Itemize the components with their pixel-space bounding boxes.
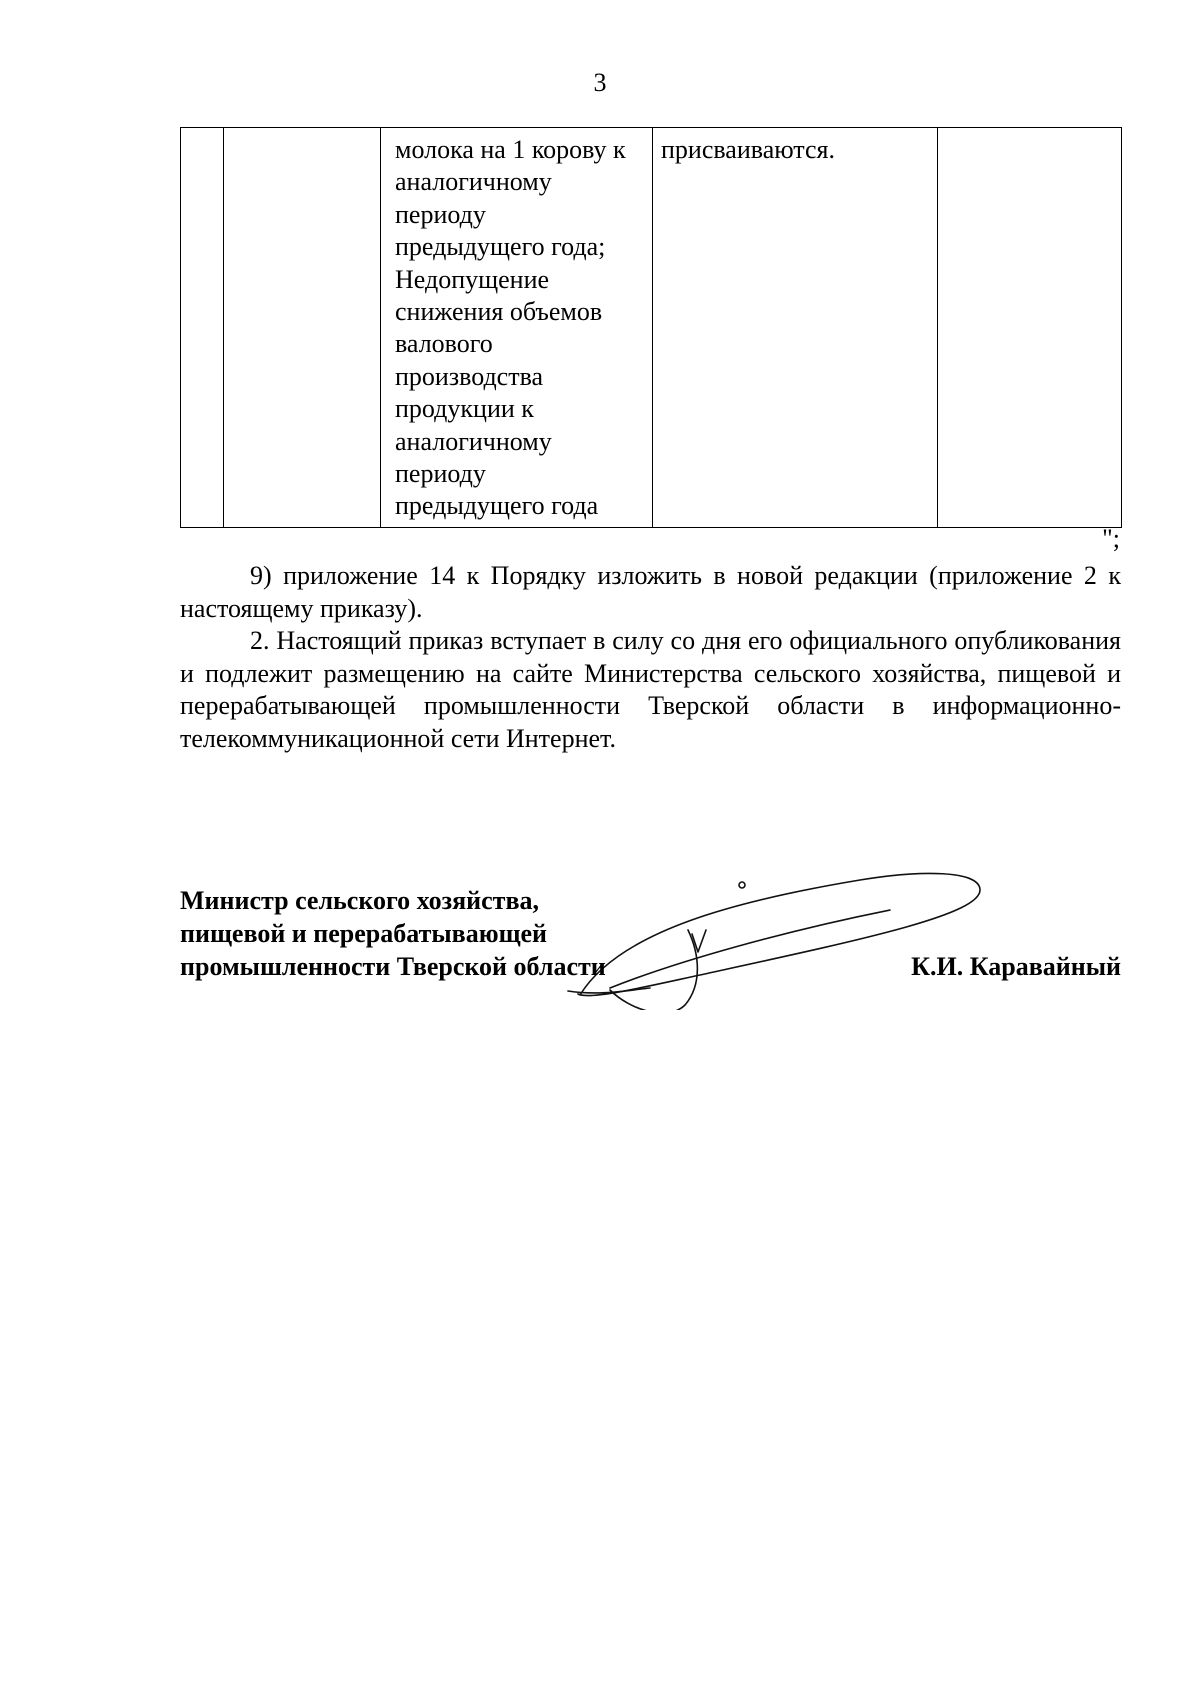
- signatory-title-line: промышленности Тверской области: [180, 952, 606, 981]
- table-cell-note: [938, 128, 1122, 528]
- table-cell-text: [224, 128, 380, 134]
- signature-block: [180, 884, 1121, 983]
- table-cell-name: [224, 128, 381, 528]
- signatory-title-line: Министр сельского хозяйства,: [180, 886, 539, 915]
- criteria-table: [180, 127, 1122, 528]
- table-cell-points: [653, 128, 938, 528]
- page-number: 3: [593, 68, 607, 97]
- closing-quote: ";: [1102, 524, 1120, 553]
- signatory-title-line: пищевой и перерабатывающей: [180, 919, 548, 948]
- paragraph-item-2: 2. Настоящий приказ вступает в силу со дня его официального опубликования и подлежит размещению на сайте Министерства сельского хозяйства, пищевой и перерабатывающей промышленности Тверской области в информационно-телекоммуникационной сети Интернет.: [180, 626, 1121, 753]
- signatory-name: К.И. Каравайный: [911, 952, 1121, 981]
- table-cell-text: [181, 128, 223, 134]
- table-row: [181, 128, 1122, 528]
- table-cell-points-text: присваиваются.: [661, 135, 835, 164]
- table-cell-criteria-text: молока на 1 корову к аналогичному периоду предыдущего года; Недопущение снижения объемов валового производства продукции к аналогичному периоду предыдущего года: [395, 135, 626, 521]
- signature-underline: [568, 988, 650, 993]
- table-cell-number: [181, 128, 224, 528]
- table-cell-criteria: [381, 128, 653, 528]
- paragraph-item-9: 9) приложение 14 к Порядку изложить в новой редакции (приложение 2 к настоящему приказу).: [180, 561, 1121, 623]
- table-cell-text: [938, 128, 1121, 134]
